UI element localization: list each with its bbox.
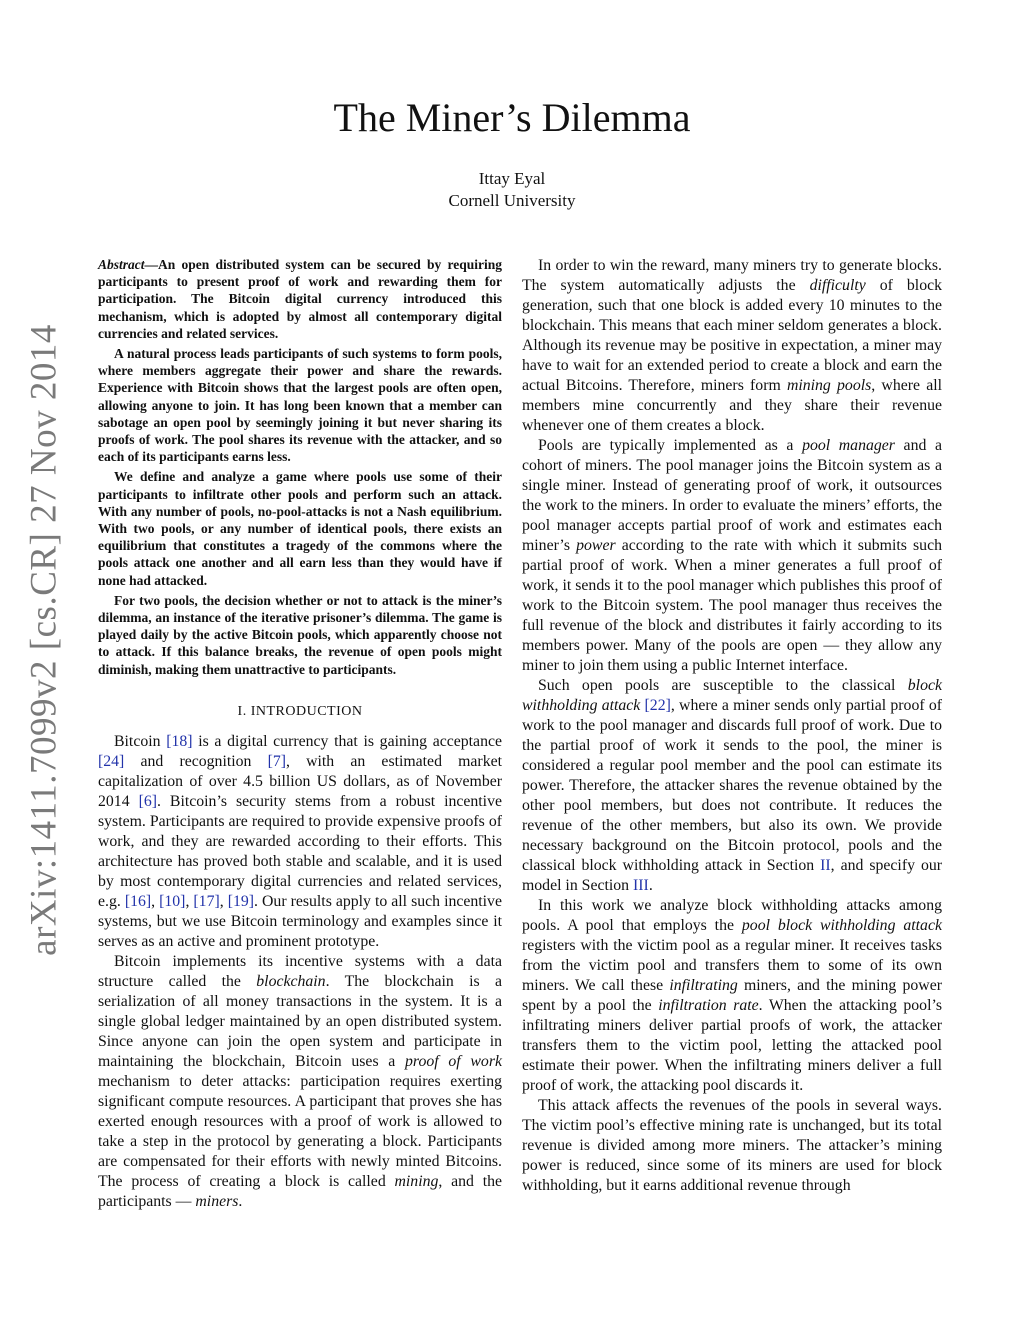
- abstract-paragraph: A natural process leads participants of such systems to form pools, where members aggregate their power and share the rewards. Experience with Bitcoin shows that the largest pools are often open, allowing anyone to join. It has long been known that a member can sabotage an open pool by seemingly joining it but never sharing its proofs of work. The pool shares its revenue with the attacker, and so each of its participants earns less.: [98, 346, 502, 465]
- section-title: INTRODUCTION: [250, 703, 363, 719]
- abstract-text: —An open distributed system can be secured by requiring participants to present proof of work and rewarding them for participation. The Bitcoin digital currency introduced this mechanism, which is adopted by almost all contemporary digital currencies and related services.: [98, 257, 502, 341]
- body-paragraph: In order to win the reward, many miners try to generate blocks. The system automatically adjusts the difficulty of block generation, such that one block is added every 10 minutes to the blockchain. This means that each miner seldom generates a block. Although its revenue may be positive in expectation, a miner may have to wait for an extended period to create a block and earn the actual Bitcoins. Therefore, miners form mining pools, where all members mine concurrently and they share their revenue whenever one of them creates a block.: [522, 257, 943, 434]
- abstract-paragraph: We define and analyze a game where pools use some of their participants to infiltrate other pools and perform such an attack. With any number of pools, no-pool-attacks is not a Nash equilibrium. With two pools, or any number of identical pools, there exists an equilibrium that constitutes a tragedy of the commons where the pools attack one another and all earn less than they would have if none had attacked.: [98, 469, 502, 588]
- citation-link[interactable]: [22]: [644, 697, 671, 714]
- arxiv-identifier: arXiv:1411.7099v2 [cs.CR] 27 Nov 2014: [23, 324, 65, 956]
- paper-title: The Miner’s Dilemma: [333, 95, 691, 140]
- section-number: I.: [237, 703, 247, 719]
- citation-link[interactable]: [19]: [227, 892, 255, 910]
- abstract-paragraph: For two pools, the decision whether or not to attack is the miner’s dilemma, an instance of the iterative prisoner’s dilemma. The game is played daily by the active Bitcoin pools, which apparently choose not to attack. If this balance breaks, the revenue of open pools might diminish, making them unattractive to participants.: [98, 592, 502, 677]
- right-body: [522, 256, 942, 1196]
- abstract-lead: Abstract: [98, 257, 145, 272]
- citation-link[interactable]: [6]: [138, 792, 157, 810]
- section-link[interactable]: III: [633, 877, 649, 894]
- citation-link[interactable]: [17]: [193, 892, 220, 910]
- body-paragraph: Bitcoin [18] is a digital currency that is gaining acceptance [24] and recognition [7], with an estimated market capitalization of over 4.5 billion US dollars, as of November 2014 [6]. Bitcoin’s security stems from a robust incentive system. Participants are required to provide expensive proofs of work, and they are rewarded according to their efforts. This architecture has proved both stable and scalable, and it is used by most contemporary digital currencies and related services, e.g. [16], [10], [17], [19]. Our results apply to all such incentive systems, but we use Bitcoin terminology and examples since it serves as an active and prominent prototype.: [98, 732, 502, 950]
- citation-link[interactable]: [16]: [124, 892, 152, 910]
- body-paragraph: Such open pools are susceptible to the classical block withholding attack [22], where a miner sends only partial proof of work to the pool manager and discards full proof of work. Due to the partial proof of work it sends to the pool, the miner is considered a regular pool member and the pool can estimate its power. Therefore, the attacker shares the revenue obtained by the other pool members, but does not contribute. It reduces the revenue of the other members, but also its own. We provide necessary background on the Bitcoin protocol, pools and the classical block withholding attack in Section II, and specify our model in Section III.: [522, 677, 943, 894]
- body-paragraph: In this work we analyze block withholding attacks among pools. A pool that employs the pool block withholding attack registers with the victim pool as a regular miner. It receives tasks from the victim pool and transfers them to some of its own miners. We call these infiltrating miners, and the mining power spent by a pool the infiltration rate. When the attacking pool’s infiltrating miners deliver partial proofs of work, the attacker transfers them to the victim pool, letting the attacked pool estimate their power. When the infiltrating miners deliver a full proof of work, the attacking pool discards it.: [522, 897, 943, 1094]
- section-link[interactable]: II: [820, 857, 831, 874]
- author-block: [0, 168, 1024, 212]
- body-paragraph: This attack affects the revenues of the pools in several ways. The victim pool’s effective mining rate is unchanged, but its total revenue is divided among more miners. The attacker’s mining power is reduced, since some of its miners are used for block withholding, but it earns additional revenue through: [522, 1097, 942, 1194]
- right-column: [522, 256, 942, 1196]
- body-paragraph: Bitcoin implements its incentive systems with a data structure called the blockchain. The blockchain is a serialization of all money transactions in the system. It is a single global ledger maintained by an open distributed system. Since anyone can join the open system and participate in maintaining the blockchain, Bitcoin uses a proof of work mechanism to deter attacks: participation requires exerting significant compute resources. A participant that proves she has exerted enough resources with a proof of work is allowed to take a step in the protocol by generating a block. Participants are compensated for their efforts with newly minted Bitcoins. The process of creating a block is called mining, and the participants — miners.: [98, 952, 503, 1210]
- section-heading: [98, 704, 502, 720]
- author-affiliation: Cornell University: [448, 191, 576, 210]
- citation-link[interactable]: [10]: [159, 892, 186, 910]
- abstract: [98, 256, 502, 678]
- citation-link[interactable]: [7]: [267, 752, 286, 770]
- citation-link[interactable]: [24]: [98, 752, 125, 770]
- author-name: Ittay Eyal: [478, 169, 546, 188]
- citation-link[interactable]: [18]: [166, 732, 193, 750]
- body-paragraph: Pools are typically implemented as a pool manager and a cohort of miners. The pool manager joins the Bitcoin system as a single miner. Instead of generating proof of work, it outsources the work to the miners. In order to evaluate the miners’ efforts, the pool manager accepts partial proof of work and estimates each miner’s power according to the rate with which it submits such partial proof of work. When a miner generates a full proof of work, it sends it to the pool manager which publishes this proof of work to the Bitcoin system. The pool manager thus receives the full revenue of the block and distributes it fairly according to its members power. Many of the pools are open — they allow any miner to join them using a public Internet interface.: [522, 437, 943, 674]
- left-column: [82, 256, 502, 1212]
- left-body: [98, 732, 502, 1212]
- abstract-paragraph: [98, 256, 502, 342]
